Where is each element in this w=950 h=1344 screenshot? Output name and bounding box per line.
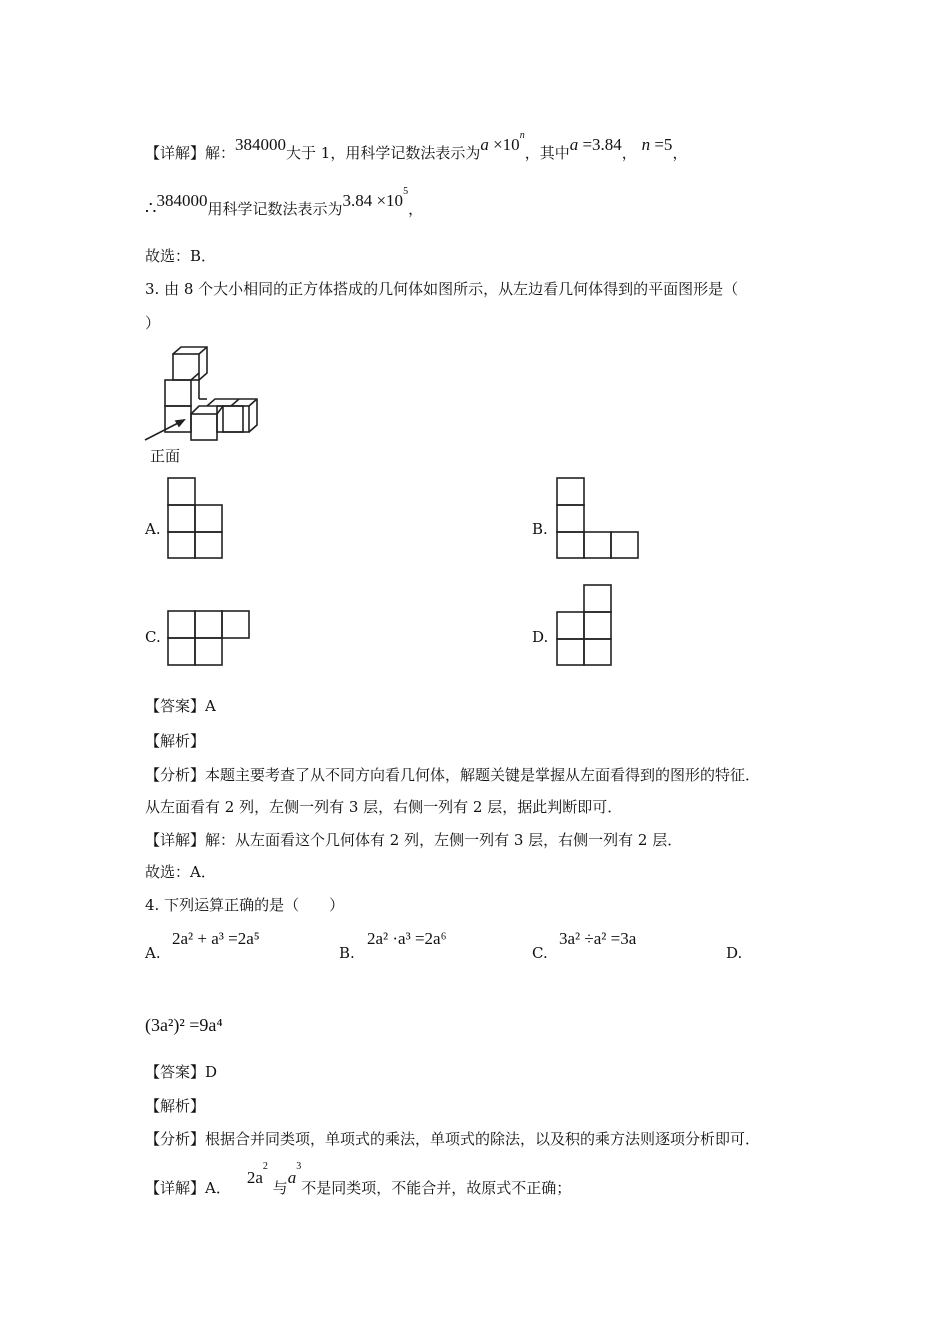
q3-analysis-line-2: 从左面看有 2 列，左侧一列有 3 层，右侧一列有 2 层，据此判断即可． <box>145 798 623 816</box>
q3-stem-b: ） <box>145 314 161 332</box>
q3-option-b-figure <box>556 477 640 559</box>
detail-line-2: ∴384000用科学记数法表示为$3.84 \times 10^5$， <box>145 186 424 219</box>
q4-detail-a: 【详解】A．$2a^2$ 与$a^3$不是同类项，不能合并，故原式不正确； <box>145 1161 572 1197</box>
q4-option-a-label: A. <box>145 944 161 962</box>
q3-stem-a: 3. 由 8 个大小相同的正方体搭成的几何体如图所示，从左边看几何体得到的平面图形是（ <box>145 280 739 298</box>
detail-line-1: 【详解】解：384000大于 1，用科学记数法表示为$a \times 10^n$，其中a =3.84， n =5， <box>145 130 688 162</box>
q3-option-a-label: A. <box>145 520 161 538</box>
q3-analysis-line-1: 【分析】本题主要考查了从不同方向看几何体，解题关键是掌握从左面看得到的图形的特征． <box>145 766 761 784</box>
q4-stem: 4. 下列运算正确的是（ ） <box>145 896 345 914</box>
q3-option-b-label: B. <box>532 520 548 538</box>
q3-option-c-figure <box>167 610 251 666</box>
q4-analysis: 【分析】根据合并同类项，单项式的乘法，单项式的除法，以及积的乘方法则逐项分析即可． <box>145 1130 761 1148</box>
q4-analysis-heading: 【解析】 <box>145 1097 206 1115</box>
q4-option-d-label: D. <box>726 944 743 962</box>
q3-option-d-label: D. <box>532 628 549 646</box>
cube-solid-figure <box>140 344 275 442</box>
q4-answer: 【答案】D <box>145 1063 218 1081</box>
q3-analysis-heading: 【解析】 <box>145 732 206 750</box>
q3-answer: 【答案】A <box>145 697 216 715</box>
q3-choose: 故选：A． <box>145 863 216 881</box>
q3-option-a-figure <box>167 477 225 559</box>
q3-option-c-label: C. <box>145 628 161 646</box>
q3-detail: 【详解】解：从左面看这个几何体有 2 列，左侧一列有 3 层，右侧一列有 2 层． <box>145 831 683 849</box>
q4-option-d-expr: (3a²)² =9a⁴ <box>145 1015 223 1035</box>
q4-option-b-expr: 2a² ·a³ =2a⁶ <box>367 929 447 948</box>
q4-option-b-label: B. <box>339 944 355 962</box>
front-label: 正面 <box>150 447 181 465</box>
choose-b: 故选：B． <box>145 247 217 265</box>
q3-option-d-figure <box>556 584 614 666</box>
q4-option-c-label: C. <box>532 944 548 962</box>
q4-option-c-expr: 3a² ÷a² =3a <box>559 929 637 948</box>
q4-option-a-expr: 2a² + a³ =2a⁵ <box>172 929 260 948</box>
